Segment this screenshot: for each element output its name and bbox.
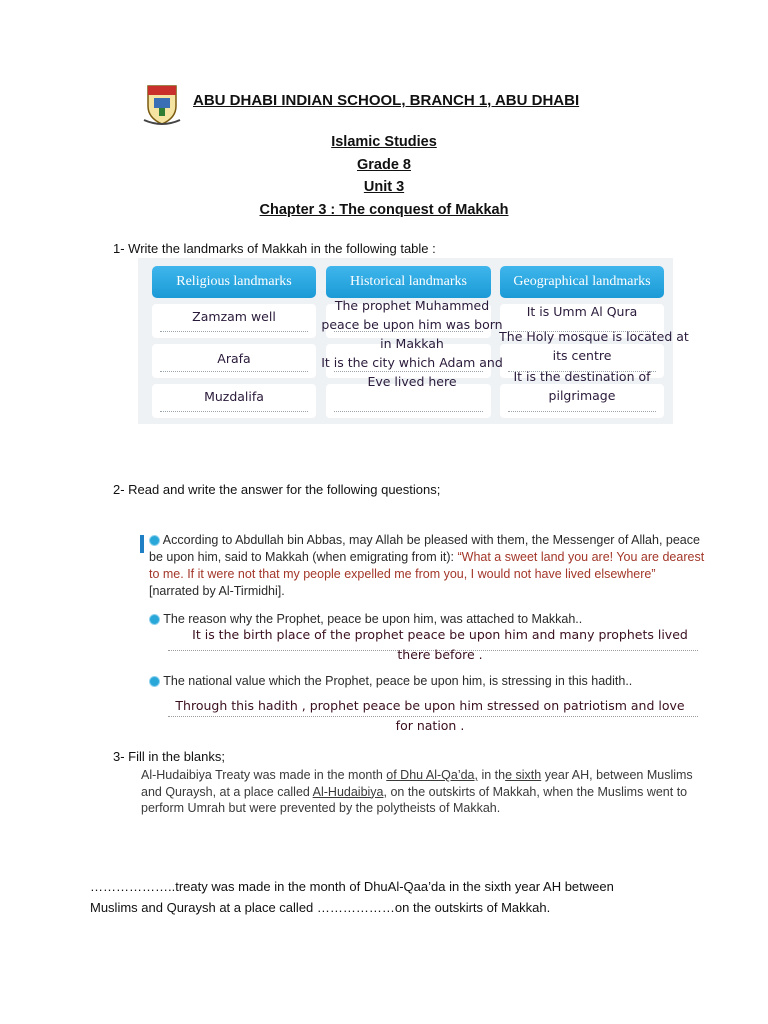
answer-2a: It is the birth place of the prophet peace be upon him and many prophets lived bbox=[192, 627, 688, 642]
fill-in-line-1: ………………..treaty was made in the month of DhuAl-Qaa’da in the sixth year AH between bbox=[90, 879, 614, 894]
geographical-answer: its centre bbox=[552, 348, 612, 363]
subject-title: Islamic Studies bbox=[331, 134, 437, 150]
religious-answer: Arafa bbox=[217, 351, 251, 366]
historical-answer: Eve lived here bbox=[367, 374, 457, 389]
question-2-prompt: 2- Read and write the answer for the following questions; bbox=[113, 482, 441, 497]
question-1-prompt: 1- Write the landmarks of Makkah in the following table : bbox=[113, 241, 436, 256]
header-historical: Historical landmarks bbox=[326, 266, 491, 298]
religious-answer: Zamzam well bbox=[192, 309, 276, 324]
grade-title: Grade 8 bbox=[357, 156, 411, 173]
geographical-answer: The Holy mosque is located at bbox=[499, 329, 689, 344]
title-block bbox=[0, 131, 768, 221]
chapter-title: Chapter 3 : The conquest of Makkah bbox=[259, 201, 509, 218]
unit-title: Unit 3 bbox=[363, 179, 405, 195]
historical-answer: The prophet Muhammed bbox=[334, 298, 490, 313]
religious-answer: Muzdalifa bbox=[204, 389, 264, 404]
bullet-icon bbox=[149, 535, 160, 546]
bullet-icon bbox=[149, 614, 160, 625]
hadith-text: According to Abdullah bin Abbas, may Allah be pleased with them, the Messenger of Allah, peace be upon him, said to Makkah (when emigrating from it): “What a sweet land you are! You are dearest to me. If it were not that my people expelled me from you, I would not have lived elsewhere” [narrated by Al-Tirmidhi]. bbox=[149, 533, 705, 598]
header-geographical: Geographical landmarks bbox=[500, 266, 664, 298]
answer-2b: for nation . bbox=[395, 718, 465, 733]
geographical-answer: It is Umm Al Qura bbox=[526, 304, 638, 319]
historical-answer: in Makkah bbox=[380, 336, 444, 351]
fill-in-sentence bbox=[90, 876, 730, 918]
landmarks-table bbox=[138, 258, 689, 424]
quote-marker bbox=[140, 535, 144, 553]
header-religious: Religious landmarks bbox=[152, 266, 316, 298]
bullet-icon bbox=[149, 676, 160, 687]
question-3-prompt: 3- Fill in the blanks; bbox=[113, 749, 225, 764]
school-name: ABU DHABI INDIAN SCHOOL, BRANCH 1, ABU DHABI bbox=[193, 92, 580, 109]
fill-passage: Al-Hudaibiya Treaty was made in the month of Dhu Al-Qa’da, in the sixth year AH, between Muslims and Quraysh, at a place called Al-Hudaibiya, on the outskirts of Makkah, when the Muslims went to perform Umrah but were prevented by the polytheists of Makkah. bbox=[141, 768, 693, 815]
question-2a: The reason why the Prophet, peace be upon him, was attached to Makkah.. bbox=[149, 611, 709, 628]
fill-in-line-2: Muslims and Quraysh at a place called ………………on the outskirts of Makkah. bbox=[90, 900, 551, 915]
answer-2a: there before . bbox=[397, 647, 483, 662]
school-logo bbox=[142, 82, 182, 126]
historical-answer: peace be upon him was born bbox=[321, 317, 503, 332]
historical-answer: It is the city which Adam and bbox=[321, 355, 503, 370]
answer-2b: Through this hadith , prophet peace be upon him stressed on patriotism and love bbox=[175, 698, 685, 713]
question-2b: The national value which the Prophet, peace be upon him, is stressing in this hadith.. bbox=[149, 673, 709, 690]
geographical-answer: It is the destination of bbox=[513, 369, 651, 384]
geographical-answer: pilgrimage bbox=[548, 388, 616, 403]
